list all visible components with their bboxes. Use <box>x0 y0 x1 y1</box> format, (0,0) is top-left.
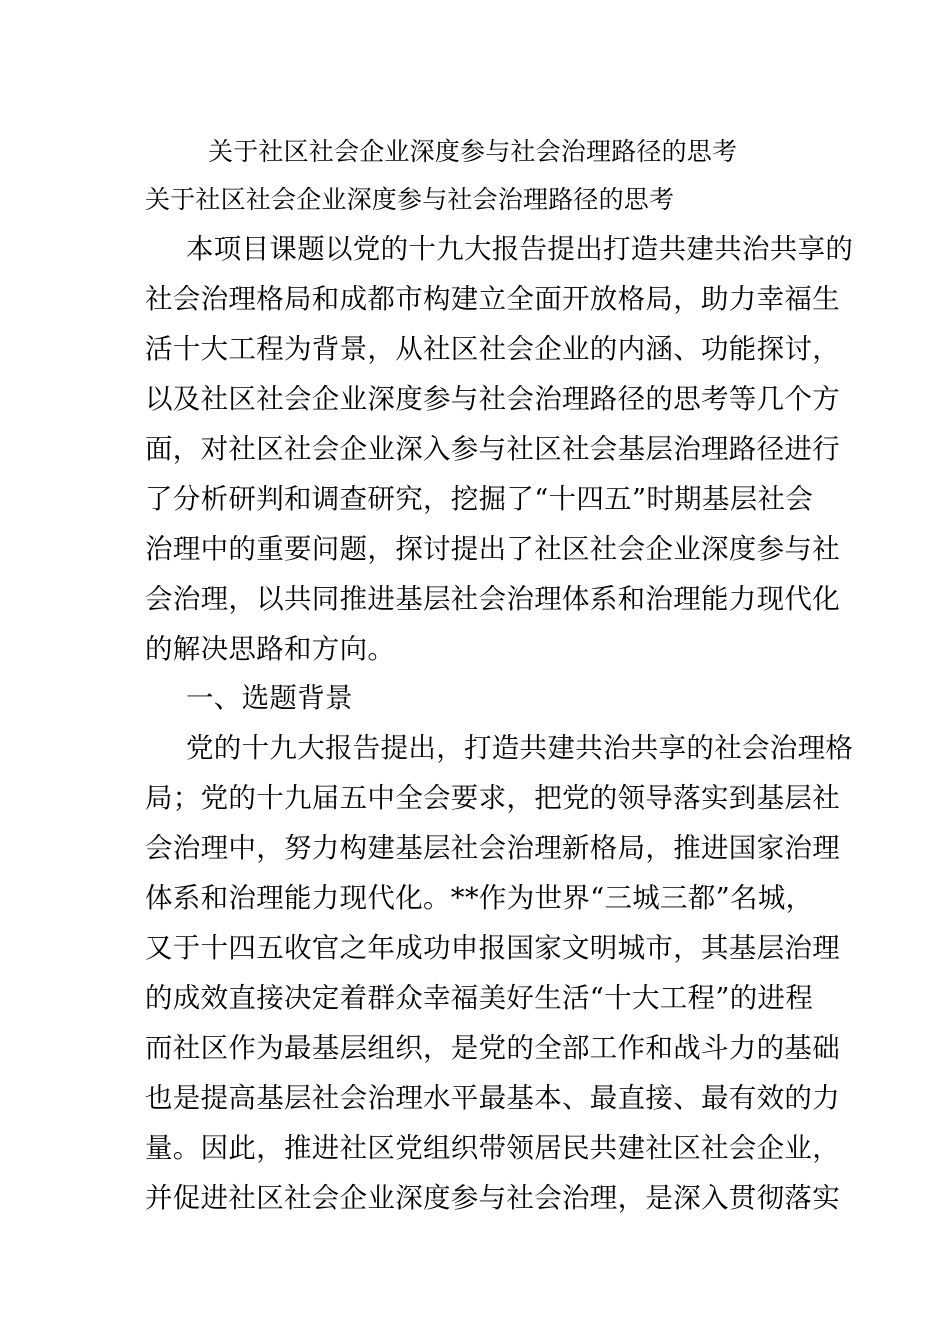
paragraph-line: 会治理中，努力构建基层社会治理新格局，推进国家治理 <box>145 832 840 864</box>
paragraph-line: 量。因此，推进社区党组织带领居民共建社区社会企业， <box>145 1132 840 1164</box>
paragraph-line: 而社区作为最基层组织，是党的全部工作和战斗力的基础 <box>145 1032 840 1064</box>
paragraph-line: 党的十九大报告提出，打造共建共治共享的社会治理格 <box>186 732 854 764</box>
paragraph-line: 社会治理格局和成都市构建立全面开放格局，助力幸福生 <box>145 283 840 315</box>
paragraph-line: 活十大工程为背景，从社区社会企业的内涵、功能探讨， <box>145 333 840 365</box>
paragraph-line: 面，对社区社会企业深入参与社区社会基层治理路径进行 <box>145 433 840 465</box>
section-heading: 一、选题背景 <box>186 682 353 714</box>
document-subtitle: 关于社区社会企业深度参与社会治理路径的思考 <box>145 185 675 214</box>
paragraph-line: 的成效直接决定着群众幸福美好生活“十大工程”的进程 <box>145 982 814 1014</box>
paragraph-line: 又于十四五收官之年成功申报国家文明城市，其基层治理 <box>145 932 840 964</box>
paragraph-line: 体系和治理能力现代化。**作为世界“三城三都”名城， <box>145 882 814 914</box>
paragraph-line: 也是提高基层社会治理水平最基本、最直接、最有效的力 <box>145 1082 840 1114</box>
paragraph-line: 治理中的重要问题，探讨提出了社区社会企业深度参与社 <box>145 533 840 565</box>
paragraph-line: 本项目课题以党的十九大报告提出打造共建共治共享的 <box>186 233 854 265</box>
paragraph-line: 局；党的十九届五中全会要求，把党的领导落实到基层社 <box>145 782 840 814</box>
paragraph-line: 了分析研判和调查研究，挖掘了“十四五”时期基层社会 <box>145 483 814 515</box>
paragraph-line: 的解决思路和方向。 <box>145 633 396 665</box>
paragraph-line: 并促进社区社会企业深度参与社会治理，是深入贯彻落实 <box>145 1182 840 1214</box>
paragraph-line: 以及社区社会企业深度参与社会治理路径的思考等几个方 <box>145 383 840 415</box>
paragraph-line: 会治理，以共同推进基层社会治理体系和治理能力现代化 <box>145 583 840 615</box>
document-title: 关于社区社会企业深度参与社会治理路径的思考 <box>208 137 738 166</box>
